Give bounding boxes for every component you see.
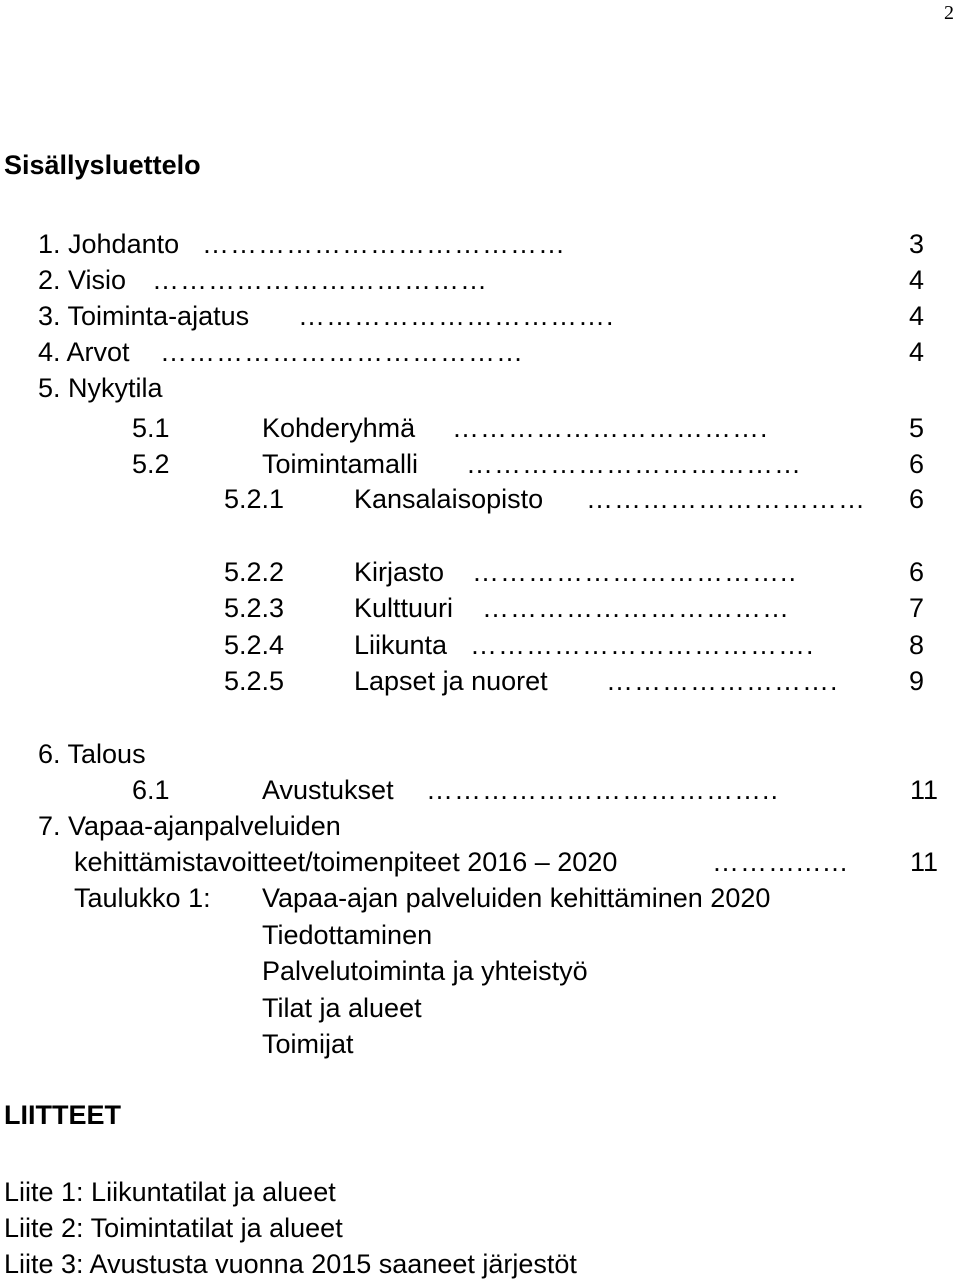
toc-leader-dots: …………………………… (482, 593, 790, 623)
table-subsection: Palvelutoiminta ja yhteistyö (262, 956, 588, 986)
toc-leader-dots: ………...… (712, 847, 850, 877)
toc-leader-dots: ……………………………….. (426, 775, 780, 805)
toc-entry-number: 5.1 (132, 413, 170, 443)
table-reference-label: Taulukko 1: (74, 883, 211, 913)
toc-entry-number: 5.2.3 (224, 593, 285, 623)
table-reference-title: Vapaa-ajan palveluiden kehittäminen 2020 (262, 883, 771, 913)
toc-entry-label: Kansalaisopisto (354, 484, 544, 514)
toc-entry-number: 6.1 (132, 775, 170, 805)
table-subsection: Toimijat (262, 1029, 354, 1059)
toc-entry-label: 3. Toiminta-ajatus (38, 301, 250, 331)
toc-entry-label: Kirjasto (354, 557, 445, 587)
toc-entry-label: kehittämistavoitteet/toimenpiteet 2016 – 2020 (74, 847, 618, 877)
toc-entry-label: 6. Talous (38, 739, 146, 769)
appendix-item: Liite 3: Avustusta vuonna 2015 saaneet järjestöt (4, 1249, 577, 1279)
toc-page-number: 6 (908, 557, 924, 587)
toc-leader-dots: ………………………… (586, 484, 866, 514)
toc-leader-dots: ……………………………… (152, 265, 488, 295)
table-subsection: Tilat ja alueet (262, 993, 422, 1023)
toc-leader-dots: …………………………….. (472, 557, 798, 587)
toc-page-number: 4 (908, 265, 924, 295)
toc-page-number: 6 (908, 484, 924, 514)
toc-entry-label: Liikunta (354, 630, 448, 660)
toc-entry-label: 5. Nykytila (38, 373, 163, 403)
toc-leader-dots: ……………………………. (452, 413, 769, 443)
toc-entry-label: Avustukset (262, 775, 394, 805)
toc-page-number: 4 (908, 301, 924, 331)
toc-leader-dots: ………………………………… (202, 229, 566, 259)
toc-entry-label: Lapset ja nuoret (354, 666, 548, 696)
toc-entry-number: 5.2.1 (224, 484, 285, 514)
appendix-item: Liite 1: Liikuntatilat ja alueet (4, 1177, 336, 1207)
toc-entry-label: Toimintamalli (262, 449, 419, 479)
appendices-title: LIITTEET (4, 1100, 121, 1130)
toc-leader-dots: ……………………………. (298, 301, 615, 331)
toc-leader-dots: ………………………………. (470, 630, 815, 660)
toc-title: Sisällysluettelo (4, 150, 201, 180)
toc-entry-label: 2. Visio (38, 265, 127, 295)
appendix-item: Liite 2: Toimintatilat ja alueet (4, 1213, 343, 1243)
toc-page-number: 11 (909, 775, 938, 805)
toc-page-number: 7 (908, 593, 924, 623)
toc-page-number: 8 (908, 630, 924, 660)
toc-entry-number: 5.2.4 (224, 630, 285, 660)
toc-page-number: 6 (908, 449, 924, 479)
toc-page-number: 9 (908, 666, 924, 696)
toc-leader-dots: ……………………………… (466, 449, 802, 479)
table-subsection: Tiedottaminen (262, 920, 433, 950)
page-number: 2 (944, 2, 954, 24)
toc-page-number: 3 (908, 229, 924, 259)
toc-entry-number: 5.2.5 (224, 666, 285, 696)
toc-page-number: 11 (909, 847, 938, 877)
toc-entry-label: 4. Arvot (38, 337, 130, 367)
toc-entry-label: 1. Johdanto (38, 229, 180, 259)
toc-entry-number: 5.2.2 (224, 557, 285, 587)
toc-page-number: 4 (908, 337, 924, 367)
toc-entry-number: 5.2 (132, 449, 170, 479)
toc-entry-label: 7. Vapaa-ajanpalveluiden (38, 811, 341, 841)
toc-entry-label: Kohderyhmä (262, 413, 416, 443)
toc-entry-label: Kulttuuri (354, 593, 454, 623)
toc-leader-dots: ……………………. (606, 666, 839, 696)
toc-page-number: 5 (908, 413, 924, 443)
toc-leader-dots: ………………………………… (160, 337, 524, 367)
